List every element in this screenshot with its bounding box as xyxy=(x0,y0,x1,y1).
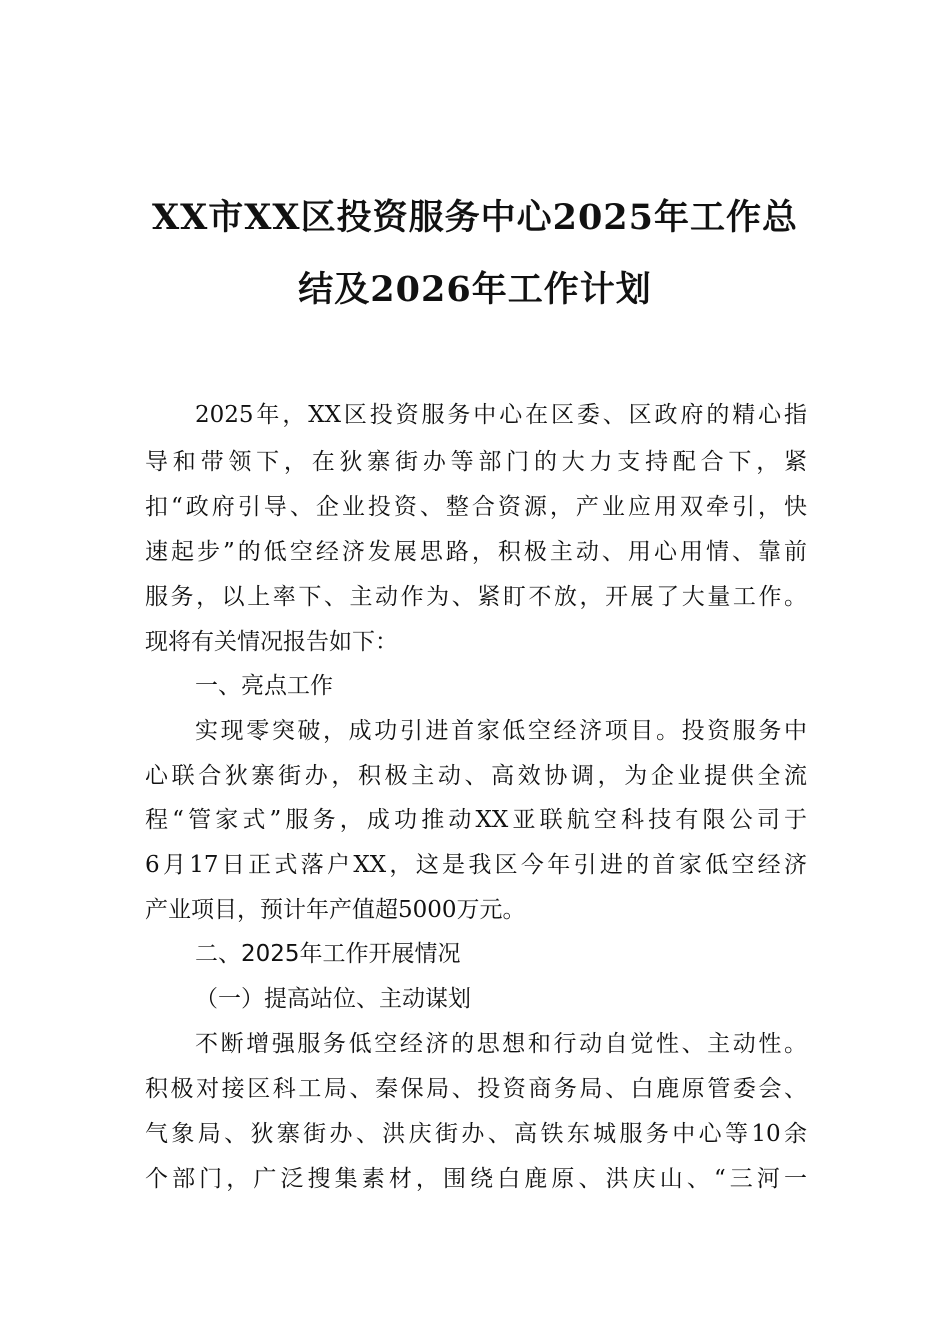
section1-line-1: 不断增强服务低空经济的思想和行动自觉性、主动性。 xyxy=(195,1031,807,1057)
section-heading-work-2025: 二、2025年工作开展情况 xyxy=(195,941,461,967)
highlight-line-3: 程“管家式”服务，成功推动XX亚联航空科技有限公司于 xyxy=(145,807,807,833)
intro-line-1: 2025年，XX区投资服务中心在区委、区政府的精心指 xyxy=(195,402,807,428)
intro-line-2: 导和带领下，在狄寨街办等部门的大力支持配合下，紧 xyxy=(145,449,807,475)
document-title-line-1: XX市XX区投资服务中心2025年工作总 xyxy=(151,197,799,238)
document-title-line-2: 结及2026年工作计划 xyxy=(298,269,652,310)
section1-line-4: 个部门，广泛搜集素材，围绕白鹿原、洪庆山、“三河一 xyxy=(145,1166,807,1192)
section1-line-2: 积极对接区科工局、秦保局、投资商务局、白鹿原管委会、 xyxy=(145,1076,807,1102)
highlight-line-1: 实现零突破，成功引进首家低空经济项目。投资服务中 xyxy=(195,718,807,744)
highlight-line-2: 心联合狄寨街办，积极主动、高效协调，为企业提供全流 xyxy=(145,763,807,789)
intro-line-3: 扣“政府引导、企业投资、整合资源，产业应用双牵引，快 xyxy=(145,494,807,520)
section-heading-highlights: 一、亮点工作 xyxy=(195,673,333,699)
highlight-line-5: 产业项目，预计年产值超5000万元。 xyxy=(145,897,526,923)
highlight-line-4: 6月17日正式落户XX，这是我区今年引进的首家低空经济 xyxy=(145,852,807,878)
intro-line-5: 服务，以上率下、主动作为、紧盯不放，开展了大量工作。 xyxy=(145,584,807,610)
subheading-raise-standing: （一）提高站位、主动谋划 xyxy=(195,986,471,1012)
intro-line-6: 现将有关情况报告如下： xyxy=(145,629,398,655)
intro-line-4: 速起步”的低空经济发展思路，积极主动、用心用情、靠前 xyxy=(145,539,807,565)
section1-line-3: 气象局、狄寨街办、洪庆街办、高铁东城服务中心等10余 xyxy=(145,1121,807,1147)
